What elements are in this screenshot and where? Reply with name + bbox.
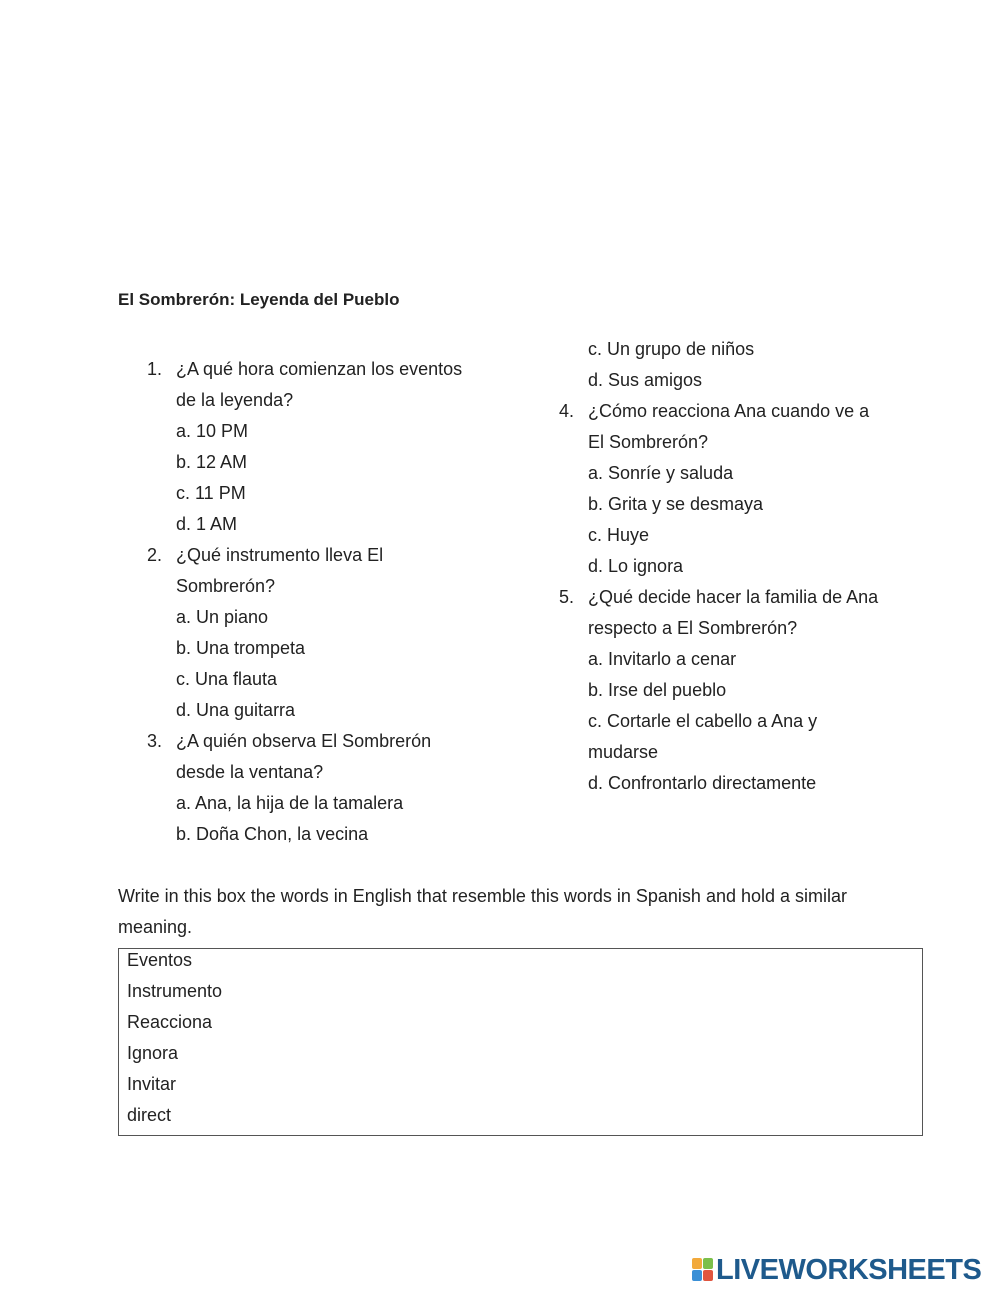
question-number: 2.: [146, 545, 162, 565]
logo-text: LIVEWORKSHEETS: [716, 1253, 982, 1286]
answer-option: d. Una guitarra: [176, 700, 296, 720]
question-number: 3.: [146, 731, 162, 751]
box-word: Eventos: [127, 950, 193, 970]
box-word: Instrumento: [127, 981, 223, 1001]
answer-option: a. Invitarlo a cenar: [588, 649, 737, 669]
question-text: de la leyenda?: [176, 390, 294, 410]
box-word: direct: [127, 1105, 172, 1125]
question-number: 1.: [146, 359, 162, 379]
liveworksheets-logo: [692, 1254, 981, 1286]
answer-option: a. 10 PM: [176, 421, 249, 441]
box-word: Reacciona: [127, 1012, 213, 1032]
question-number: 4.: [558, 401, 574, 421]
box-word: Invitar: [127, 1074, 177, 1094]
question-text: ¿A qué hora comienzan los eventos: [176, 359, 463, 379]
answer-option: b. Una trompeta: [176, 638, 306, 658]
question-text: respecto a El Sombrerón?: [588, 618, 798, 638]
question-text: ¿A quién observa El Sombrerón: [176, 731, 432, 751]
answer-option: d. Confrontarlo directamente: [588, 773, 817, 793]
logo-square-3: [692, 1270, 702, 1281]
logo-square-2: [703, 1258, 713, 1269]
answer-option: a. Ana, la hija de la tamalera: [176, 793, 404, 813]
answer-option: d. 1 AM: [176, 514, 238, 534]
instruction-text: meaning.: [118, 917, 193, 937]
question-text: Sombrerón?: [176, 576, 276, 596]
question-text: ¿Cómo reacciona Ana cuando ve a: [588, 401, 870, 421]
question-text: ¿Qué decide hacer la familia de Ana: [588, 587, 879, 607]
answer-box[interactable]: [118, 948, 923, 1136]
answer-option: b. Grita y se desmaya: [588, 494, 764, 514]
answer-option: c. 11 PM: [176, 483, 246, 503]
question-text: ¿Qué instrumento lleva El: [176, 545, 384, 565]
answer-option: a. Sonríe y saluda: [588, 463, 734, 483]
answer-option: b. Irse del pueblo: [588, 680, 727, 700]
question-text: desde la ventana?: [176, 762, 324, 782]
answer-option: c. Cortarle el cabello a Ana y: [588, 711, 818, 731]
instruction-text: Write in this box the words in English that resemble this words in Spanish and hold a similar: [118, 886, 848, 906]
answer-option: d. Sus amigos: [588, 370, 703, 390]
answer-option: b. Doña Chon, la vecina: [176, 824, 369, 844]
question-number: 5.: [558, 587, 574, 607]
answer-option: c. Un grupo de niños: [588, 339, 755, 359]
answer-option: c. Huye: [588, 525, 650, 545]
answer-option: a. Un piano: [176, 607, 269, 627]
question-text: El Sombrerón?: [588, 432, 709, 452]
logo-square-1: [692, 1258, 702, 1269]
answer-option: c. Una flauta: [176, 669, 278, 689]
logo-square-4: [703, 1270, 713, 1281]
box-word: Ignora: [127, 1043, 179, 1063]
answer-option: mudarse: [588, 742, 659, 762]
answer-option: b. 12 AM: [176, 452, 248, 472]
answer-option: d. Lo ignora: [588, 556, 684, 576]
liveworksheets-logo-icon: [692, 1258, 714, 1282]
worksheet-title: El Sombrerón: Leyenda del Pueblo: [118, 290, 400, 309]
